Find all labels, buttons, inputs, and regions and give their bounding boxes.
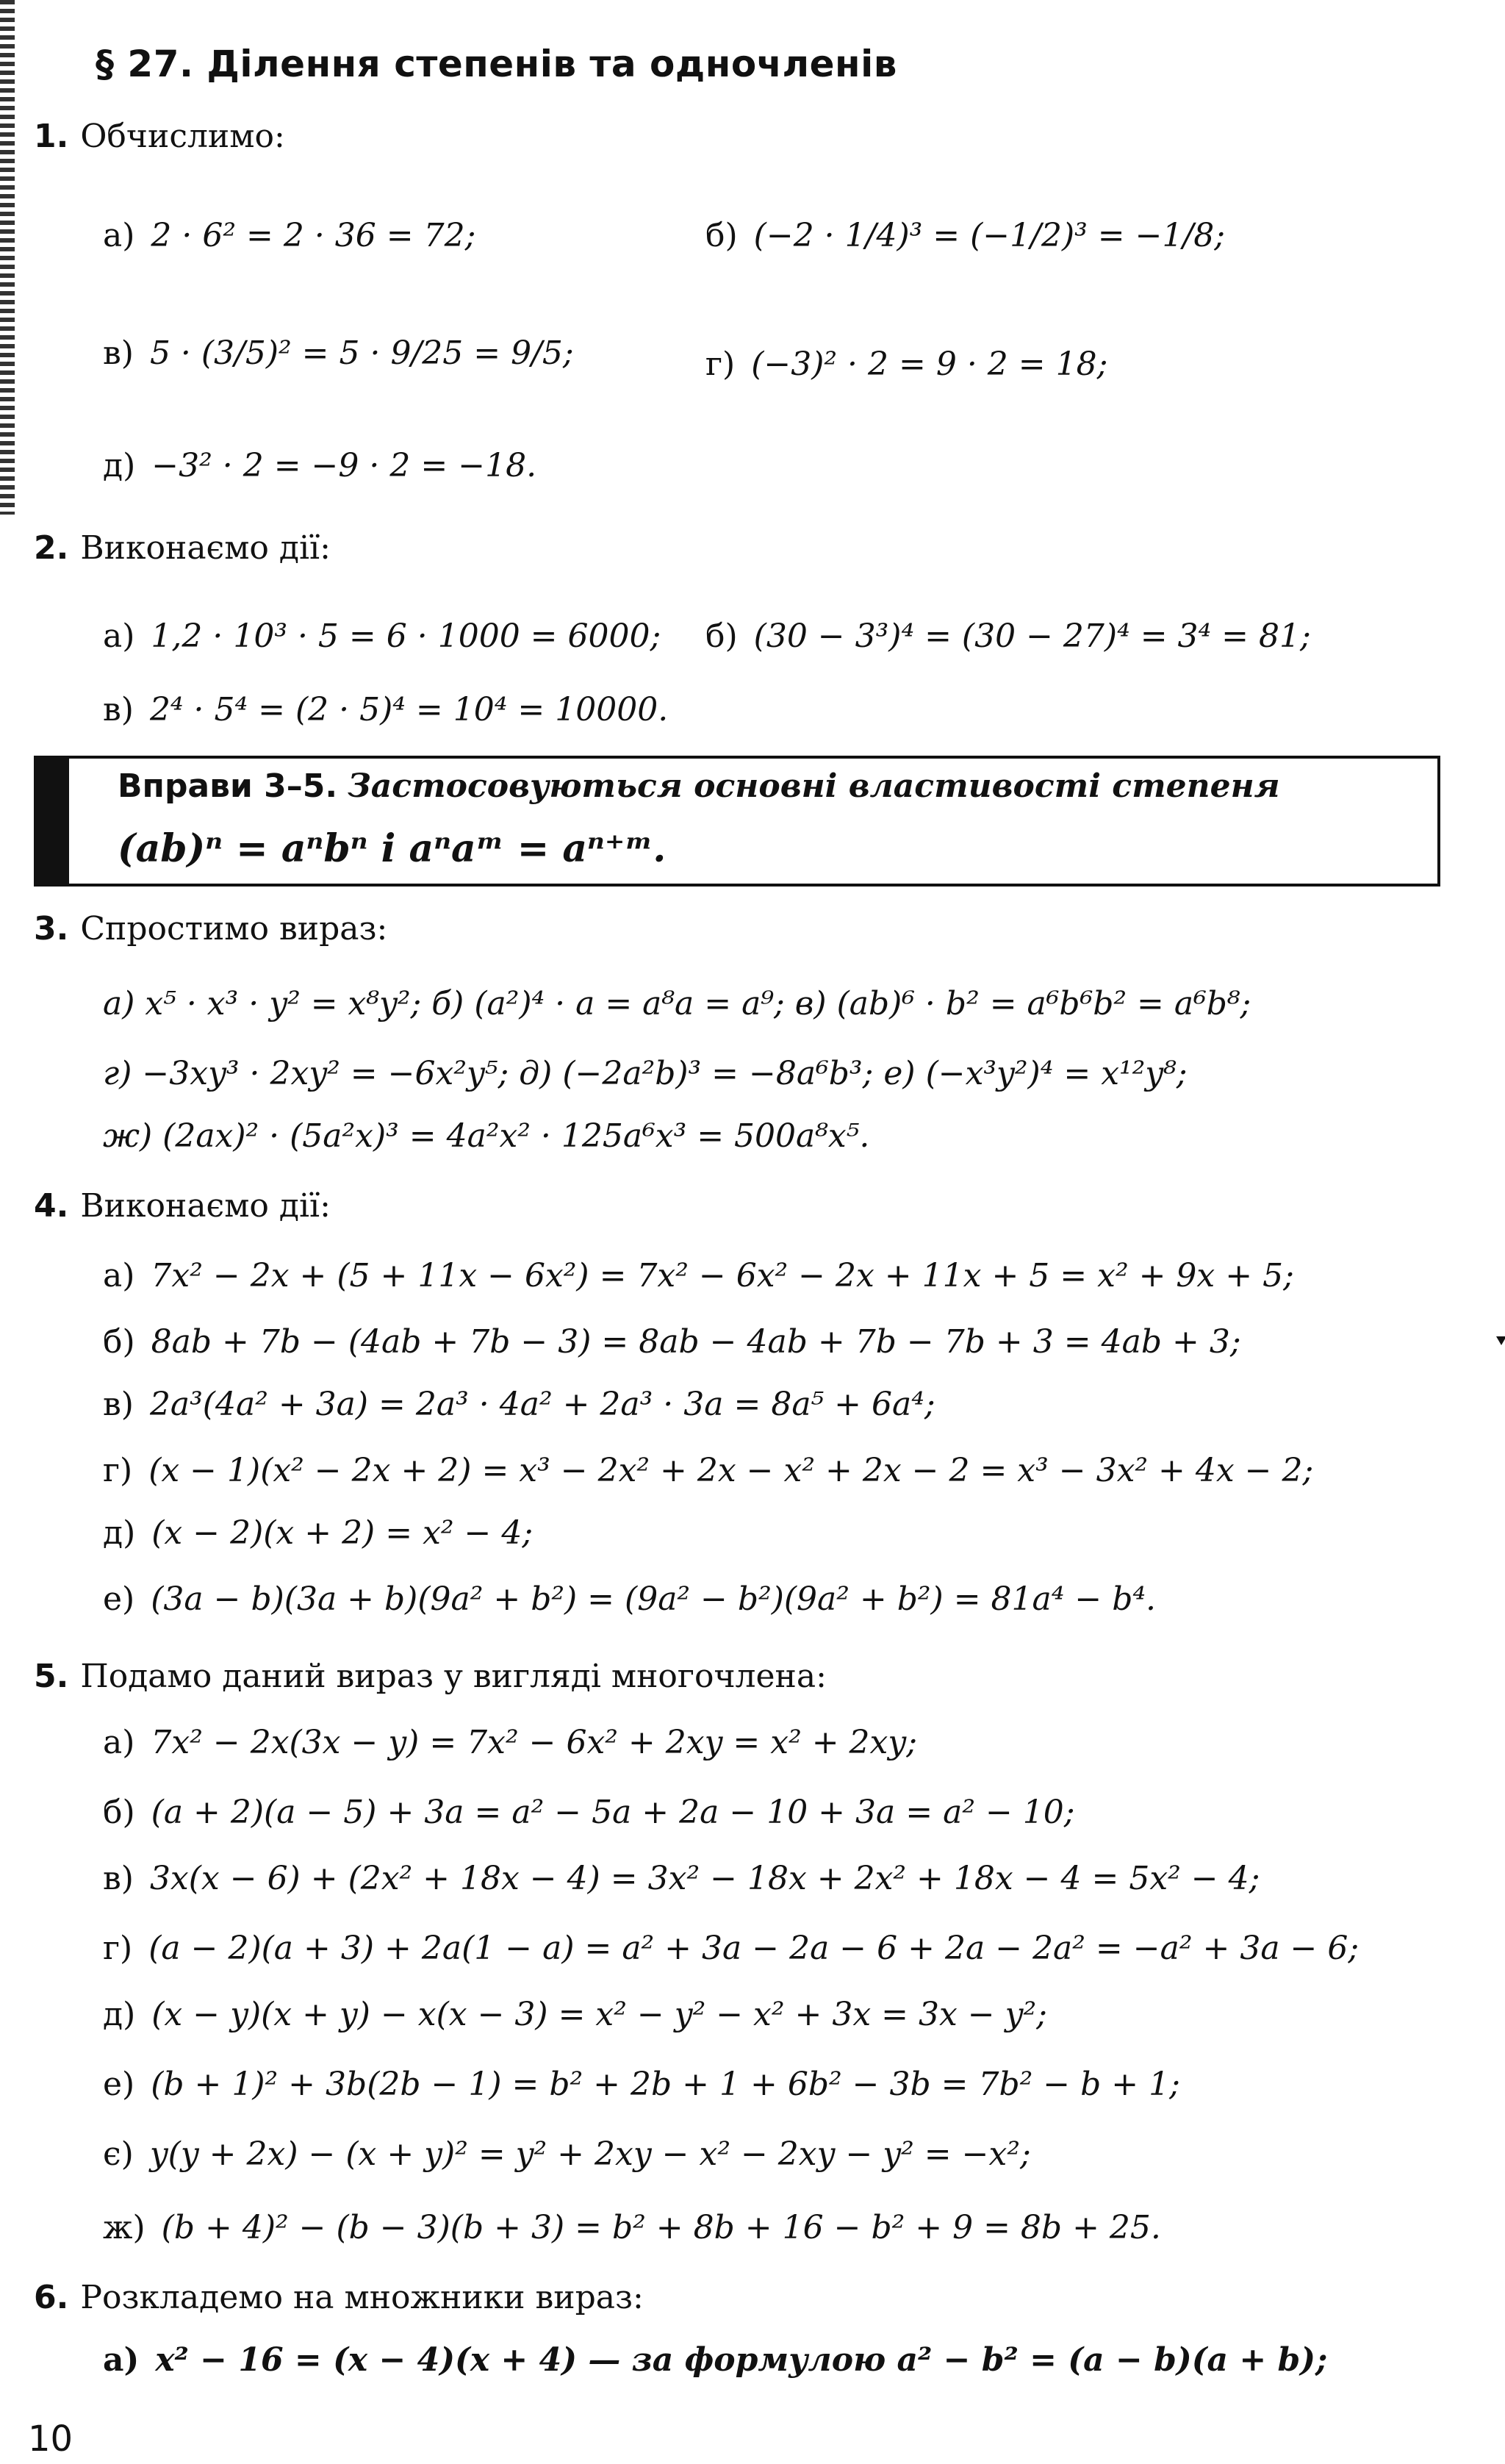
item-label: г) bbox=[103, 1930, 133, 1967]
item-label: в) bbox=[103, 334, 134, 372]
item-label: е) bbox=[103, 2066, 135, 2103]
item-label: є) bbox=[103, 2135, 134, 2173]
item-formula: 2a³(4a² + 3a) = 2a³ · 4a² + 2a³ · 3a = 8a⁵ + 6a⁴; bbox=[149, 1386, 935, 1423]
item-formula: 5 · (3/5)² = 5 · 9/25 = 9/5; bbox=[149, 334, 574, 372]
item-formula: (b + 4)² − (b − 3)(b + 3) = b² + 8b + 16 − b² + 9 = 8b + 25. bbox=[161, 2209, 1161, 2246]
ex5-item-a bbox=[103, 1724, 917, 1761]
item-formula: (30 − 3³)⁴ = (30 − 27)⁴ = 3⁴ = 81; bbox=[753, 617, 1311, 655]
page-number: 10 bbox=[28, 2418, 73, 2460]
ex5-item-ye bbox=[103, 2135, 1031, 2173]
item-formula: y(y + 2x) − (x + y)² = y² + 2xy − x² − 2xy − y² = −x²; bbox=[149, 2135, 1031, 2173]
exercise-instruction: Виконаємо дії: bbox=[80, 529, 331, 567]
item-label: ж) bbox=[103, 2209, 146, 2246]
ex4-item-d bbox=[103, 1514, 533, 1552]
ex3-line-1: а) x⁵ · x³ · y² = x⁸y²; б) (a²)⁴ · a = a⁸a = a⁹; в) (ab)⁶ · b² = a⁶b⁶b² = a⁶b⁸; bbox=[103, 985, 1251, 1023]
item-formula: 2⁴ · 5⁴ = (2 · 5)⁴ = 10⁴ = 10000. bbox=[149, 691, 669, 728]
item-label: а) bbox=[103, 2341, 140, 2379]
exercise-4-header bbox=[34, 1187, 331, 1225]
exercise-1-header bbox=[34, 118, 285, 155]
ex5-item-zh bbox=[103, 2209, 1161, 2246]
ex1-item-d bbox=[103, 447, 536, 484]
exercise-number: 6. bbox=[34, 2279, 69, 2316]
item-formula: (x − 2)(x + 2) = x² − 4; bbox=[151, 1514, 534, 1552]
ex2-item-b bbox=[705, 617, 1311, 655]
item-label: в) bbox=[103, 691, 134, 728]
rule-note-box bbox=[34, 756, 1440, 887]
item-formula: 8ab + 7b − (4ab + 7b − 3) = 8ab − 4ab + 7b − 7b + 3 = 4ab + 3; bbox=[151, 1323, 1241, 1361]
item-label: д) bbox=[103, 447, 136, 484]
item-formula: (−2 · 1/4)³ = (−1/2)³ = −1/8; bbox=[753, 217, 1226, 254]
item-label: а) bbox=[103, 617, 135, 655]
item-label: а) bbox=[103, 1257, 135, 1294]
ex5-item-v bbox=[103, 1860, 1260, 1897]
item-formula: x² − 16 = (x − 4)(x + 4) — за формулою a² − b² = (a − b)(a + b); bbox=[155, 2341, 1328, 2379]
ex1-item-g bbox=[705, 345, 1107, 383]
margin-mark bbox=[1496, 1336, 1505, 1345]
item-formula: 1,2 · 10³ · 5 = 6 · 1000 = 6000; bbox=[151, 617, 661, 655]
ex4-item-a bbox=[103, 1257, 1294, 1294]
exercise-6-header bbox=[34, 2279, 644, 2316]
exercise-2-header bbox=[34, 529, 331, 567]
item-label: а) bbox=[103, 217, 135, 254]
item-label: д) bbox=[103, 1996, 136, 2033]
item-formula: (x − y)(x + y) − x(x − 3) = x² − y² − x² + 3x = 3x − y²; bbox=[151, 1996, 1047, 2033]
item-formula: 7x² − 2x + (5 + 11x − 6x²) = 7x² − 6x² − 2x + 11x + 5 = x² + 9x + 5; bbox=[151, 1257, 1294, 1294]
binding-edge bbox=[0, 0, 15, 515]
item-label: д) bbox=[103, 1514, 136, 1552]
ex1-item-a bbox=[103, 217, 475, 254]
item-formula: (−3)² · 2 = 9 · 2 = 18; bbox=[751, 345, 1108, 383]
item-formula: 2 · 6² = 2 · 36 = 72; bbox=[151, 217, 476, 254]
item-formula: 7x² − 2x(3x − y) = 7x² − 6x² + 2xy = x² + 2xy; bbox=[151, 1724, 918, 1761]
ex4-item-v bbox=[103, 1386, 935, 1423]
item-label: б) bbox=[705, 617, 738, 655]
exercise-instruction: Подамо даний вираз у вигляді многочлена: bbox=[80, 1658, 827, 1695]
note-text bbox=[118, 767, 1280, 805]
exercise-instruction: Виконаємо дії: bbox=[80, 1187, 331, 1225]
ex4-item-e bbox=[103, 1580, 1156, 1618]
ex6-item-a bbox=[103, 2341, 1327, 2379]
item-formula: (a − 2)(a + 3) + 2a(1 − a) = a² + 3a − 2a − 6 + 2a − 2a² = −a² + 3a − 6; bbox=[148, 1930, 1359, 1967]
ex3-line-3: ж) (2ax)² · (5a²x)³ = 4a²x² · 125a⁶x³ = 500a⁸x⁵. bbox=[103, 1117, 870, 1155]
ex5-item-d bbox=[103, 1996, 1047, 2033]
ex5-item-e bbox=[103, 2066, 1180, 2103]
ex5-item-b bbox=[103, 1794, 1075, 1831]
exercise-number: 3. bbox=[34, 910, 69, 948]
exercise-5-header bbox=[34, 1658, 827, 1695]
item-formula: −3² · 2 = −9 · 2 = −18. bbox=[151, 447, 537, 484]
item-label: а) bbox=[103, 1724, 135, 1761]
exercise-number: 5. bbox=[34, 1658, 69, 1695]
item-label: б) bbox=[103, 1794, 135, 1831]
exercise-number: 2. bbox=[34, 529, 69, 567]
exercise-instruction: Спростимо вираз: bbox=[80, 910, 388, 948]
item-formula: (b + 1)² + 3b(2b − 1) = b² + 2b + 1 + 6b² − 3b = 7b² − b + 1; bbox=[151, 2066, 1180, 2103]
ex1-item-b bbox=[705, 217, 1225, 254]
item-label: в) bbox=[103, 1386, 134, 1423]
item-formula: (x − 1)(x² − 2x + 2) = x³ − 2x² + 2x − x² + 2x − 2 = x³ − 3x² + 4x − 2; bbox=[148, 1452, 1314, 1489]
item-label: е) bbox=[103, 1580, 135, 1618]
ex2-item-v bbox=[103, 691, 668, 728]
note-accent-bar bbox=[37, 759, 69, 884]
note-description: Застосовуються основні властивості степеня bbox=[348, 767, 1280, 805]
note-formula: (ab)ⁿ = aⁿbⁿ і aⁿaᵐ = aⁿ⁺ᵐ. bbox=[118, 826, 667, 871]
section-title: § 27. Ділення степенів та одночленів bbox=[96, 43, 897, 85]
item-label: б) bbox=[103, 1323, 135, 1361]
item-label: в) bbox=[103, 1860, 134, 1897]
exercise-number: 1. bbox=[34, 118, 69, 155]
item-label: г) bbox=[103, 1452, 133, 1489]
ex4-item-b bbox=[103, 1323, 1241, 1361]
item-label: б) bbox=[705, 217, 738, 254]
exercise-number: 4. bbox=[34, 1187, 69, 1225]
item-formula: (3a − b)(3a + b)(9a² + b²) = (9a² − b²)(9a² + b²) = 81a⁴ − b⁴. bbox=[151, 1580, 1157, 1618]
exercise-instruction: Розкладемо на множники вираз: bbox=[80, 2279, 644, 2316]
ex1-item-v bbox=[103, 334, 574, 372]
ex5-item-g bbox=[103, 1930, 1359, 1967]
item-formula: (a + 2)(a − 5) + 3a = a² − 5a + 2a − 10 + 3a = a² − 10; bbox=[151, 1794, 1075, 1831]
item-label: г) bbox=[705, 345, 736, 383]
ex2-item-a bbox=[103, 617, 661, 655]
exercise-3-header bbox=[34, 910, 387, 948]
exercise-instruction: Обчислимо: bbox=[80, 118, 285, 155]
item-formula: 3x(x − 6) + (2x² + 18x − 4) = 3x² − 18x + 2x² + 18x − 4 = 5x² − 4; bbox=[149, 1860, 1260, 1897]
ex3-line-2: г) −3xy³ · 2xy² = −6x²y⁵; д) (−2a²b)³ = −8a⁶b³; е) (−x³y²)⁴ = x¹²y⁸; bbox=[103, 1055, 1188, 1092]
note-lead: Вправи 3–5. bbox=[118, 767, 338, 805]
ex4-item-g bbox=[103, 1452, 1313, 1489]
